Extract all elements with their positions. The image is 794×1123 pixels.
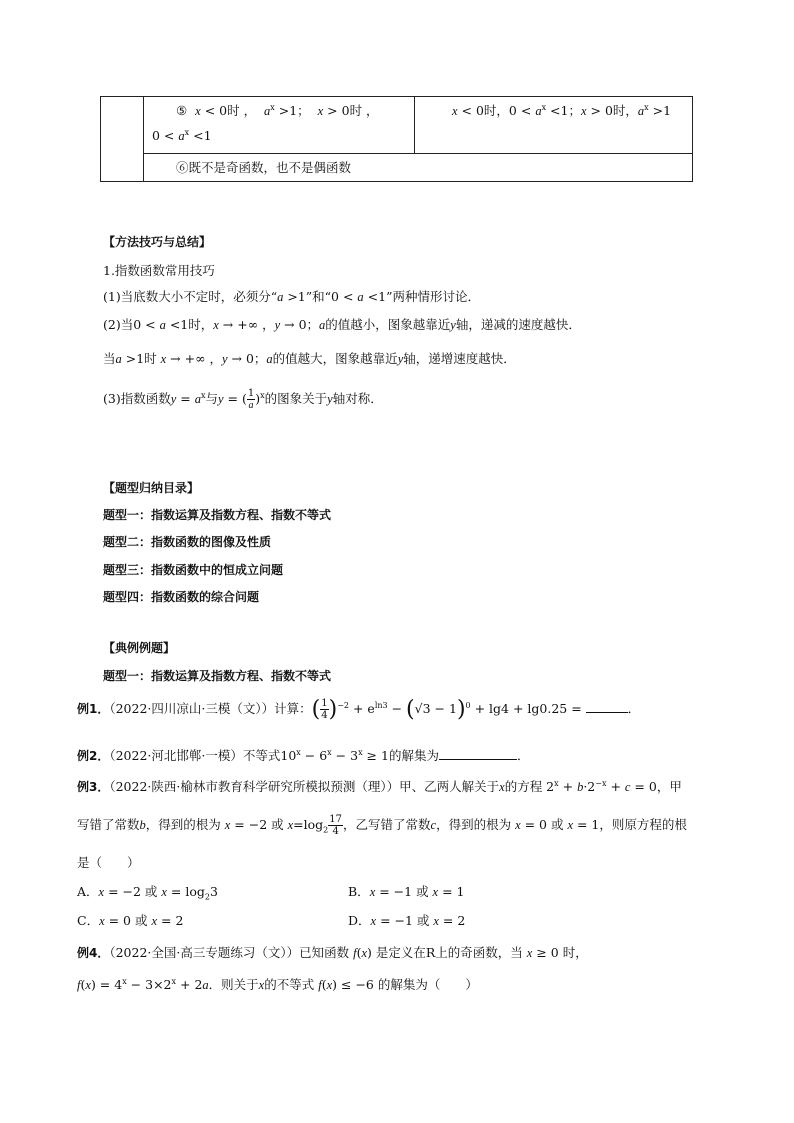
methods-item3: (3)指数函数$y = a^x$与y = ( $\frac{1}{a}$ )$^x$的图象关于y轴对称． [103, 388, 383, 411]
example-4-line1: 例4．（2022·全国·高三专题练习（文））已知函数 f(x) 是定义在R上的奇函数，当 x ≥ 0 时， [77, 945, 588, 960]
methods-sub1: 1.指数函数常用技巧 [103, 263, 215, 278]
example-4-line2: $f(x) = 4^x - 3\times 2^x + 2a$．则关于x的不等式 f(x) ≤ −6 的解集为（ ） [77, 976, 478, 992]
table-divider [143, 96, 144, 182]
example-3-line1: 例3．（2022·陕西·榆林市教育科学研究所模拟预测（理））甲、乙两人解关于x的方程 $2^x + b\cdot 2^{-x} + c = 0$，甲 [77, 778, 682, 794]
methods-item2: (2)当0 < a <1时，x → +∞ ，y → 0；a的值越小，图象越靠近y轴，递减的速度越快． [103, 317, 581, 332]
choice-c[interactable]: C．x = 0 或 x = 2 [77, 913, 184, 928]
example-1: 例1．（2022·四川凉山·三模（文））计算：( $\frac{1}{4}$ )$^{-2} + e^{ln3} - (√3 - 1)^0 + \lg 4 + \lg 0.25$ = ． [77, 697, 641, 722]
example-3-line3: 是（ ） [77, 855, 140, 870]
methods-item2b: 当a >1时 x → +∞ ，y → 0；a的值越大，图象越靠近y轴，递增速度越快． [103, 351, 516, 366]
example-2: 例2．（2022·河北邯郸·一模）不等式$10^x - 6^x - 3^x \ge 1$的解集为 ． [77, 747, 530, 763]
table-row5-right: x < 0时，$0 < a^x <1$；x > 0时，$a^x >1$ [452, 102, 672, 118]
choice-a[interactable]: A．x = −2 或 $x = \log_23$ [77, 884, 218, 902]
table-row5-left [176, 101, 379, 119]
catalog-item: 题型三：指数函数中的恒成立问题 [103, 563, 284, 577]
catalog-item: 题型二：指数函数的图像及性质 [103, 535, 272, 549]
catalog-item: 题型四：指数函数的综合问题 [103, 590, 260, 604]
table-row5-left-cont: $0 < a^x <1$ [152, 128, 212, 144]
choice-b[interactable]: B．x = −1 或 x = 1 [348, 884, 465, 899]
table-divider [143, 153, 693, 154]
example-3-line2: 写错了常数b，得到的根为 x = −2 或 $x=\log_2$ $\frac{17}{4}$ ，乙写错了常数c，得到的根为 x = 0 或 x = 1，则原方程的根 [77, 814, 687, 837]
catalog-item: 题型一：指数运算及指数方程、指数不等式 [103, 508, 332, 522]
methods-heading: 【方法技巧与总结】 [103, 235, 212, 249]
examples-type1: 题型一：指数运算及指数方程、指数不等式 [103, 669, 332, 683]
table-row6: ⑥既不是奇函数，也不是偶函数 [176, 160, 352, 175]
table-row5-left-text: ⑤ x < 0时 ， $a^x >1$； x > 0时 ， [176, 102, 379, 118]
answer-blank[interactable] [439, 759, 517, 760]
answer-blank[interactable] [586, 712, 628, 713]
examples-heading: 【典例例题】 [103, 641, 176, 655]
catalog-heading: 【题型归纳目录】 [103, 481, 200, 495]
table-divider [414, 96, 415, 153]
choice-d[interactable]: D．x = −1 或 x = 2 [348, 913, 466, 928]
methods-item1: (1)当底数大小不定时，必须分“a >1”和“0 < a <1”两种情形讨论． [103, 289, 480, 304]
